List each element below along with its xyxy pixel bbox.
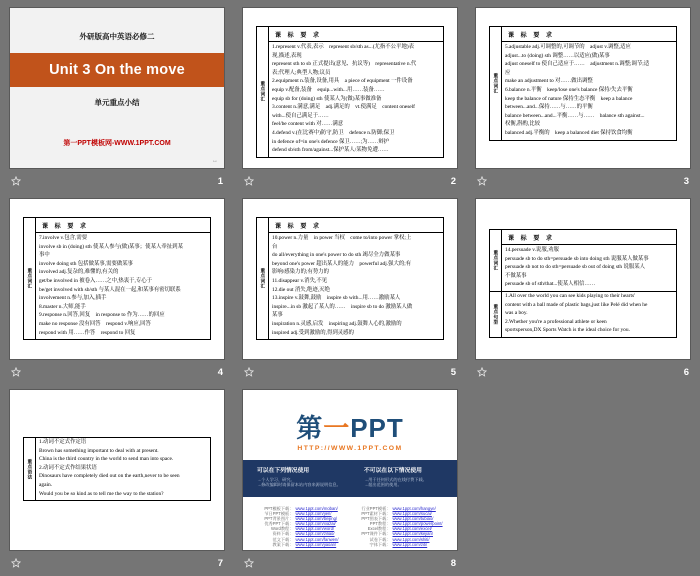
table-section bbox=[24, 218, 210, 339]
content-line: 4.defend v.(在比赛中)防守,防卫 defence n.防御;保卫 bbox=[272, 129, 395, 136]
content-line: persuade sb of sth/that...使某人相信…… bbox=[505, 281, 596, 288]
content-table bbox=[23, 217, 211, 340]
logo-char-di: 第 bbox=[296, 413, 324, 443]
link-label: PPT图表下载： bbox=[361, 516, 391, 522]
content-line: 2.动词不定式作结果状语 bbox=[39, 464, 97, 471]
slide-cell-footer bbox=[243, 551, 457, 575]
content-line: China is the third country in the world to send man into space. bbox=[39, 456, 174, 463]
brand-url: HTTP://WWW.1PPT.COM bbox=[297, 445, 403, 452]
content-line: 3.content n.满意,满足 adj.满足的 vt.使满足 content oneself bbox=[272, 104, 415, 111]
content-line: balanced adj.平衡的 keep a balanced diet 保持饮食均衡 bbox=[505, 129, 633, 136]
link-url: www.1ppt.com/excel/ bbox=[392, 526, 432, 532]
content-line: Brown has something important to deal with at present. bbox=[39, 447, 159, 454]
table-header: 课 标 要 求 bbox=[502, 27, 676, 42]
content-line: 6.balance n.平衡 keep/lose one's balance 保持/失去平衡 bbox=[505, 86, 633, 93]
section-sidebar-label: 重点句型 bbox=[493, 304, 499, 325]
slide-cell bbox=[243, 390, 457, 576]
slide-cell-footer bbox=[10, 169, 224, 193]
content-line: 11.disappear v.消失,不见 bbox=[272, 277, 328, 284]
link-row bbox=[355, 542, 443, 547]
slide-cell-footer bbox=[476, 360, 690, 384]
content-line: 事中 bbox=[39, 252, 50, 259]
transition-star-icon[interactable] bbox=[11, 557, 23, 569]
link-label: Excel教程： bbox=[367, 526, 391, 532]
usage-heading: 不可以在以下情况使用 bbox=[364, 468, 422, 474]
content-line: 应 bbox=[505, 69, 511, 76]
resize-arrows-icon: ↔ bbox=[212, 158, 218, 164]
link-url: www.1ppt.com/jieri/ bbox=[295, 511, 332, 517]
slide-cell bbox=[243, 199, 457, 385]
section-sidebar bbox=[490, 292, 502, 337]
links-column-left bbox=[257, 506, 338, 547]
content-line: make no response 没有回答 respond v.响应,回答 bbox=[39, 320, 151, 327]
content-line: 2.Whether you're a professional athlete or keen bbox=[505, 318, 607, 325]
section-sidebar-label: 重点词汇 bbox=[260, 81, 266, 103]
section-sidebar-label: 重点语法 bbox=[27, 458, 33, 480]
links-area bbox=[243, 506, 457, 547]
slide-cell-footer bbox=[10, 551, 224, 575]
section-sidebar bbox=[490, 27, 502, 140]
slide-number: 8 bbox=[450, 557, 456, 569]
slide-number: 5 bbox=[450, 366, 456, 378]
section-sidebar bbox=[24, 218, 36, 339]
slide-subtitle: 单元重点小结 bbox=[94, 98, 140, 107]
slide-number: 2 bbox=[450, 175, 456, 187]
content-line: 10.power n.力量 in power 当权 come to/into power 掌权;上 bbox=[272, 235, 412, 241]
table-section bbox=[490, 291, 676, 337]
slide-thumbnail[interactable] bbox=[10, 390, 224, 550]
content-line: sportsperson,DX Sports Watch is the ideal choice for you. bbox=[505, 327, 630, 334]
section-content bbox=[502, 292, 676, 337]
table-section bbox=[490, 27, 676, 140]
section-sidebar-label: 重点词汇 bbox=[260, 268, 266, 289]
content-line: 12.die out 消失,绝迹,灭绝 bbox=[272, 286, 330, 293]
content-line: 不做某事 bbox=[505, 272, 527, 279]
slide-thumbnail[interactable] bbox=[243, 390, 457, 550]
slide-cell-footer bbox=[243, 360, 457, 384]
link-url: www.1ppt.com/tubiao/ bbox=[392, 516, 434, 522]
content-line: between...and...保持……与……的平衡 bbox=[505, 104, 593, 111]
content-line: Dinosaurs have completely died out on the earth,never to be seen bbox=[39, 473, 180, 480]
transition-star-icon[interactable] bbox=[244, 175, 256, 187]
link-row bbox=[257, 542, 338, 547]
table-header: 课 标 要 求 bbox=[269, 218, 443, 233]
link-url: www.1ppt.com/sucai/ bbox=[392, 511, 432, 517]
slide-cell bbox=[476, 199, 690, 385]
links-column-right bbox=[355, 506, 443, 547]
table-header: 课 标 要 求 bbox=[502, 230, 676, 245]
content-line: make an adjustment to 对……做出调整 bbox=[505, 78, 593, 85]
link-label: PPT素材下载： bbox=[361, 511, 391, 517]
content-line: again. bbox=[39, 481, 53, 488]
content-line: adjust oneself to 使自己适应于…… adjustment n.调整;调节;适 bbox=[505, 61, 650, 68]
content-line: represent sth to sb 正式提出(意见、抗议等) representative n.代 bbox=[272, 61, 417, 68]
slide-thumbnail[interactable] bbox=[10, 199, 224, 359]
section-sidebar bbox=[490, 230, 502, 291]
transition-star-icon[interactable] bbox=[244, 557, 256, 569]
link-url: www.1ppt.com/kejian/ bbox=[392, 531, 433, 537]
slide-thumbnail[interactable] bbox=[243, 199, 457, 359]
slide-cell bbox=[243, 8, 457, 194]
table-section bbox=[490, 230, 676, 291]
usage-item: →个人学习、研究。 bbox=[257, 476, 295, 482]
content-line: involved adj.复杂的,难懂的,有关的 bbox=[39, 269, 119, 276]
link-label: PPT课件下载： bbox=[361, 531, 391, 537]
table-section bbox=[257, 27, 443, 157]
content-table bbox=[256, 26, 444, 158]
title-banner: Unit 3 On the move bbox=[10, 53, 224, 87]
link-url: www.1ppt.com/powerpoint/ bbox=[392, 521, 443, 527]
section-sidebar bbox=[257, 27, 269, 157]
content-line: respond with 用……作答 respond to 回复 bbox=[39, 329, 136, 336]
table-section bbox=[24, 438, 210, 500]
link-label: 优秀PPT下载： bbox=[264, 521, 294, 527]
slide-cell bbox=[10, 8, 224, 194]
content-line: involve sb in (doing) sth 使某人参与(做)某事；使某人牵扯到某 bbox=[39, 243, 183, 250]
section-content bbox=[36, 438, 210, 500]
link-url: www.1ppt.com/hangye/ bbox=[392, 506, 436, 511]
slide-cell bbox=[10, 199, 224, 385]
transition-star-icon[interactable] bbox=[477, 175, 489, 187]
usage-item: →超出范围的使用。 bbox=[364, 482, 402, 488]
content-line: adjust...to (doing) sth 调整……以适应(做)某事 bbox=[505, 52, 610, 59]
content-line: 权衡,斟酌,比较 bbox=[505, 121, 541, 128]
link-label: 试卷下载： bbox=[369, 536, 391, 542]
content-line: with...使自己满足于…… bbox=[272, 112, 329, 119]
content-line: involve doing sth 包括做某事,需要做某事 bbox=[39, 260, 134, 267]
link-url: www.1ppt.com/beijing/ bbox=[295, 516, 338, 522]
content-table bbox=[489, 229, 677, 338]
transition-star-icon[interactable] bbox=[477, 366, 489, 378]
slide-thumbnail[interactable] bbox=[476, 8, 690, 168]
section-content bbox=[269, 27, 443, 157]
link-url: www.1ppt.com/shiti/ bbox=[392, 536, 430, 542]
slide-cell bbox=[476, 8, 690, 194]
content-line: equip v.配备,装备 equip...with...用……装备…… bbox=[272, 86, 385, 93]
content-line: 某事 bbox=[272, 312, 283, 319]
content-line: 台 bbox=[272, 243, 278, 250]
usage-item: →修改编辑时请保留本站内容来源说明信息。 bbox=[257, 482, 341, 488]
content-line: inspire...in sb 激起了某人的…… inspire sb to do 激励某人做 bbox=[272, 303, 413, 310]
transition-star-icon[interactable] bbox=[11, 175, 23, 187]
table-header: 课 标 要 求 bbox=[36, 218, 210, 233]
content-table bbox=[489, 26, 677, 141]
link-label: PPT教程： bbox=[369, 521, 391, 527]
content-line: Would you be so kind as to tell me the way to the station? bbox=[39, 490, 164, 497]
transition-star-icon[interactable] bbox=[11, 366, 23, 378]
link-label: PPT模板下载： bbox=[264, 506, 294, 511]
content-line: involvement n.参与,加入,插手 bbox=[39, 295, 107, 302]
table-header: 课 标 要 求 bbox=[269, 27, 443, 42]
section-content bbox=[36, 218, 210, 339]
link-url: www.1ppt.com/word/ bbox=[295, 526, 335, 532]
link-url: www.1ppt.com/jiaoan/ bbox=[295, 541, 337, 547]
content-line: get/be involved in 被卷入……之中,热衷于,专心于 bbox=[39, 277, 153, 284]
content-line: 1.All over the world you can see kids playing to their hearts' bbox=[505, 292, 636, 299]
transition-star-icon[interactable] bbox=[244, 366, 256, 378]
usage-column-left bbox=[243, 460, 350, 497]
slide-top-label: 外研版高中英语必修二 bbox=[79, 32, 155, 41]
content-line: 7.involve v.包含,需要 bbox=[39, 235, 88, 241]
slide-number: 6 bbox=[683, 366, 689, 378]
link-url: www.1ppt.com/ziliao/ bbox=[295, 531, 335, 537]
slide-cell-footer bbox=[476, 169, 690, 193]
link-label: 资料下载： bbox=[272, 531, 294, 537]
content-line: 2.equipment n.装备,设备,用具 a piece of equipment 一件设备 bbox=[272, 78, 413, 85]
link-url: www.1ppt.com/xiazai/ bbox=[295, 521, 336, 527]
slide-number: 7 bbox=[217, 557, 223, 569]
content-line: do all/everything in one's power to do sth 竭尽全力做某事 bbox=[272, 252, 401, 259]
link-label: 行业PPT模板： bbox=[361, 506, 391, 511]
logo-text-ppt: PPT bbox=[350, 413, 404, 443]
content-line: balance between...and...平衡……与…… balance sth against... bbox=[505, 112, 645, 119]
usage-heading: 可以在下列情况使用 bbox=[257, 468, 310, 474]
slide-cell-footer bbox=[10, 360, 224, 384]
slide-thumbnail[interactable] bbox=[476, 199, 690, 359]
content-line: 1.动词不定式作定语 bbox=[39, 439, 87, 445]
link-url: www.1ppt.com/fanwen/ bbox=[295, 536, 339, 542]
content-line: inspired adj.受到激励的,得到灵感的 bbox=[272, 329, 354, 336]
content-line: 9.response n.回答,回复 in response to 作为……的回应 bbox=[39, 312, 165, 319]
template-source-link: 第一PPT模板网-WWW.1PPT.COM bbox=[63, 140, 171, 147]
section-content bbox=[502, 230, 676, 291]
usage-column-right bbox=[350, 460, 457, 497]
section-sidebar bbox=[257, 218, 269, 339]
content-table bbox=[23, 437, 211, 501]
link-label: 范文下载： bbox=[272, 536, 294, 542]
link-url: www.1ppt.com/moban/ bbox=[295, 506, 338, 511]
content-line: 14.persuade v.说服,劝服 bbox=[505, 247, 559, 253]
link-label: 节日PPT模板： bbox=[264, 511, 294, 517]
content-line: was a boy. bbox=[505, 310, 528, 317]
slide-thumbnail[interactable] bbox=[10, 8, 224, 168]
section-content bbox=[502, 27, 676, 140]
section-sidebar-label: 重点词汇 bbox=[27, 268, 33, 289]
section-sidebar-label: 重点词汇 bbox=[493, 72, 499, 94]
link-label: 字体下载： bbox=[369, 541, 391, 547]
logo-char-yi: 一 bbox=[323, 413, 351, 443]
content-line: defend sb/sth from/against...保护某人/某物免遭…… bbox=[272, 147, 389, 154]
section-sidebar-label: 重点词汇 bbox=[493, 250, 499, 271]
content-line: keep the balance of nature 保持生态平衡 keep a balance bbox=[505, 95, 633, 102]
usage-banner bbox=[243, 460, 457, 497]
content-line: 5.adjustable adj.可调整的,可调节的 adjust v.调整,适应 bbox=[505, 44, 631, 50]
slide-cell-footer bbox=[243, 169, 457, 193]
content-line: 表;代理人;典型人物;议员 bbox=[272, 69, 331, 76]
content-line: in defence of=in one's defence 保卫……;为……辩护 bbox=[272, 138, 390, 145]
content-line: 影响/感染力的;有势力的 bbox=[272, 269, 329, 276]
brand-logo bbox=[243, 415, 457, 441]
content-line: beyond one's power 超出某人的能力 powerful adj.强大的;有 bbox=[272, 260, 412, 267]
section-content bbox=[269, 218, 443, 339]
content-line: 1.represent v.代表,表示 represent sb/sth as...(尤指不公平地)表 bbox=[272, 44, 415, 50]
slide-thumbnail[interactable] bbox=[243, 8, 457, 168]
usage-item: →用于任何形式的在线付费下载。 bbox=[364, 476, 427, 482]
content-line: persuade sb not to do sth=persuade sb out of doing sth 说服某人 bbox=[505, 264, 646, 271]
section-sidebar bbox=[24, 438, 36, 500]
slide-cell bbox=[10, 390, 224, 576]
link-label: 教案下载： bbox=[272, 541, 294, 547]
content-table bbox=[256, 217, 444, 340]
link-url: www.1ppt.com/ziti/ bbox=[392, 541, 428, 547]
content-line: inspiration n.灵感,启发 inspiring adj.鼓舞人心的,激励的 bbox=[272, 320, 402, 327]
slide-number: 1 bbox=[217, 175, 223, 187]
content-line: 现,描述,表现 bbox=[272, 52, 302, 59]
content-line: be/get involved with sb/sth 与某人混在一起,和某事有密切联系 bbox=[39, 286, 181, 293]
slide-number: 3 bbox=[683, 175, 689, 187]
content-line: 13.inspire v.鼓舞,鼓励 inspire sb with...用……激励某人 bbox=[272, 295, 401, 302]
link-label: PPT背景图片： bbox=[264, 516, 294, 522]
content-line: feel/be content with 对……满意 bbox=[272, 121, 344, 128]
link-label: Word教程： bbox=[270, 526, 294, 532]
slide-number: 4 bbox=[217, 366, 223, 378]
content-line: equip sb for (doing) sth 使某人为(做)某事做准备 bbox=[272, 95, 382, 102]
content-line: 8.master n.大师,能手 bbox=[39, 303, 86, 310]
content-line: persuade sb to do sth=persuade sb into doing sth 说服某人做某事 bbox=[505, 255, 649, 262]
table-section bbox=[257, 218, 443, 339]
content-line: content with a ball made of plastic bags,just like Pelé did when he bbox=[505, 301, 648, 308]
